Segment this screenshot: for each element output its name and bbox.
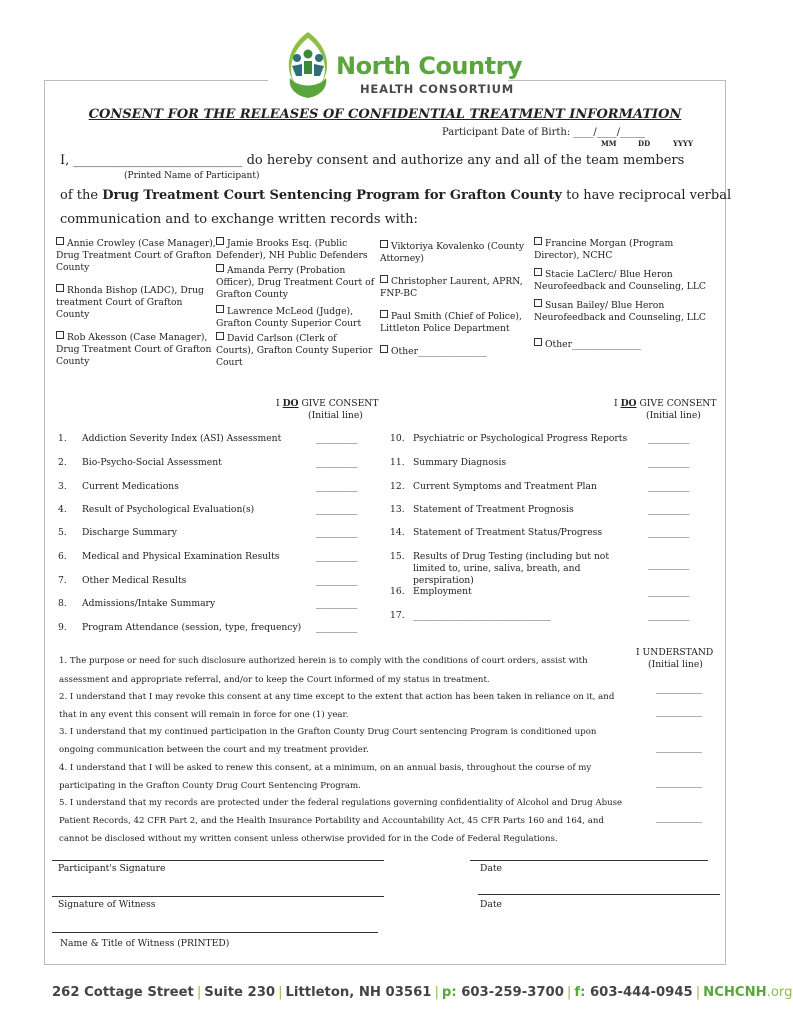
team-member[interactable]: Viktoriya Kovalenko (County Attorney) [380, 241, 525, 264]
record-initial-field[interactable]: _________ [316, 504, 358, 515]
witness-signature-line[interactable] [52, 896, 384, 897]
record-initial-field[interactable]: _________ [316, 575, 358, 586]
team-member-other[interactable]: Other_______________ [380, 345, 528, 358]
date-line-2[interactable] [478, 894, 720, 895]
record-initial-field[interactable]: _________ [316, 622, 358, 633]
date-label-1: Date [480, 863, 502, 874]
team-col-2 [216, 237, 376, 369]
team-member-other[interactable]: Other_______________ [534, 338, 714, 351]
team-member[interactable]: Jamie Brooks Esq. (Public Defender), NH Public Defenders [216, 238, 368, 261]
record-initial-field[interactable]: _________ [316, 433, 358, 444]
statement-line: 4. I understand that I will be asked to renew this consent, at a minimum, on an annual basis, throughout the course of my [59, 763, 592, 773]
record-number: 3. [58, 481, 67, 492]
record-initial-field[interactable]: _________ [648, 457, 690, 468]
dob-mm: MM [601, 139, 617, 148]
statement-line: ongoing communication between the court and my treatment provider. [59, 745, 369, 755]
record-number: 4. [58, 504, 67, 515]
record-number: 6. [58, 551, 67, 562]
participant-name-field[interactable]: __________________________ [73, 153, 243, 168]
record-item: Result of Psychological Evaluation(s) [82, 504, 255, 515]
team-col-1 [56, 237, 216, 368]
checkbox-icon[interactable] [216, 332, 224, 340]
consent-line-1 [60, 153, 684, 168]
footer-phone: 603-259-3700 [461, 985, 564, 1000]
team-col-3 [380, 240, 528, 358]
dob-label: Participant Date of Birth: [442, 127, 571, 138]
record-item: Discharge Summary [82, 527, 177, 538]
record-number: 7. [58, 575, 67, 586]
date-label-2: Date [480, 899, 502, 910]
footer-fax: 603-444-0945 [589, 985, 693, 1000]
record-number: 10. [390, 433, 405, 444]
give-consent-header-right: I DO GIVE CONSENT [614, 398, 717, 409]
checkbox-icon[interactable] [534, 299, 542, 307]
dob-dd: DD [638, 139, 651, 148]
record-initial-field[interactable]: _________ [648, 504, 690, 515]
witness-signature-label: Signature of Witness [58, 899, 156, 910]
record-number: 2. [58, 457, 67, 468]
participant-signature-line[interactable] [52, 860, 384, 861]
statement-line: that in any event this consent will remain in force for one (1) year. [59, 710, 349, 720]
record-item: Addiction Severity Index (ASI) Assessment [82, 433, 282, 444]
record-number: 17. [390, 610, 405, 621]
record-initial-field[interactable]: _________ [648, 586, 690, 597]
checkbox-icon[interactable] [534, 237, 542, 245]
understand-header: I UNDERSTAND [636, 647, 714, 658]
record-item: Employment [413, 586, 472, 597]
understand-initial-1[interactable]: __________ [656, 683, 702, 694]
footer-website: NCHCNH [703, 985, 767, 1000]
record-number: 13. [390, 504, 405, 515]
understand-initial-label: (Initial line) [648, 659, 703, 670]
checkbox-icon[interactable] [216, 237, 224, 245]
record-number: 12. [390, 481, 405, 492]
printed-name-label: (Printed Name of Participant) [124, 171, 260, 181]
record-item: Results of Drug Testing (including but not limited to, urine, saliva, breath, and perspiration) [413, 551, 610, 586]
record-number: 15. [390, 551, 405, 562]
statement-line: 1. The purpose or need for such disclosure authorized herein is to comply with the conditions of court orders, assist with [59, 656, 588, 666]
record-initial-field[interactable]: _________ [316, 481, 358, 492]
logo-subtitle: HEALTH CONSORTIUM [360, 82, 515, 96]
record-item: Other Medical Results [82, 575, 187, 586]
record-item: Program Attendance (session, type, frequency) [82, 622, 302, 633]
date-line-1[interactable] [470, 860, 708, 861]
team-member[interactable]: Stacie LaClerc/ Blue Heron Neurofeedback and Counseling, LLC [534, 269, 706, 292]
dob-field[interactable]: ____/____/_____ [573, 127, 646, 138]
team-member[interactable]: Paul Smith (Chief of Police), Littleton Police Department [380, 311, 522, 334]
record-number: 5. [58, 527, 67, 538]
statement-line: assessment and appropriate referral, and/or to keep the Court informed of my status in treatment. [59, 675, 490, 685]
checkbox-icon[interactable] [56, 237, 64, 245]
record-initial-field[interactable]: _________ [316, 598, 358, 609]
team-member[interactable]: Francine Morgan (Program Director), NCHC [534, 238, 674, 261]
record-item: Current Symptoms and Treatment Plan [413, 481, 597, 492]
record-item: ______________________________ [413, 610, 551, 621]
team-member[interactable]: Amanda Perry (Probation Officer), Drug Treatment Court of Grafton County [216, 265, 375, 300]
dob-row [442, 127, 645, 138]
understand-initial-3[interactable]: __________ [656, 742, 702, 753]
checkbox-icon[interactable] [534, 338, 542, 346]
record-initial-field[interactable]: _________ [648, 433, 690, 444]
record-initial-field[interactable]: _________ [316, 527, 358, 538]
statement-line: cannot be disclosed without my written consent unless otherwise provided for in the Code of Federal Regulations. [59, 834, 558, 844]
footer-city: Littleton, NH 03561 [285, 985, 432, 1000]
checkbox-icon[interactable] [380, 275, 388, 283]
record-item: Statement of Treatment Prognosis [413, 504, 574, 515]
checkbox-icon[interactable] [380, 310, 388, 318]
form-title: CONSENT FOR THE RELEASES OF CONFIDENTIAL TREATMENT INFORMATION [88, 107, 682, 122]
dob-yyyy: YYYY [673, 139, 693, 148]
footer-address: 262 Cottage Street [52, 985, 194, 1000]
consent-text: do hereby consent and authorize any and all of the team members [246, 153, 685, 168]
team-member[interactable]: Susan Bailey/ Blue Heron Neurofeedback and Counseling, LLC [534, 300, 706, 323]
understand-initial-2[interactable]: __________ [656, 706, 702, 717]
footer-suite: Suite 230 [204, 985, 276, 1000]
consent-i: I, [60, 153, 70, 168]
team-member[interactable]: Rob Akesson (Case Manager), Drug Treatment Court of Grafton County [56, 332, 212, 367]
statement-line: 3. I understand that my continued participation in the Grafton County Drug Court sentencing Program is conditioned upon [59, 727, 597, 737]
witness-name-line[interactable] [52, 932, 378, 933]
record-item: Medical and Physical Examination Results [82, 551, 280, 562]
statement-line: Patient Records, 42 CFR Part 2, and the Health Insurance Portability and Accountability Act, 45 CFR Parts 160 and 164, and [59, 816, 604, 826]
statement-line: 2. I understand that I may revoke this consent at any time except to the extent that action has been taken in reliance on it, and [59, 692, 615, 702]
record-number: 1. [58, 433, 67, 444]
understand-initial-5[interactable]: __________ [656, 812, 702, 823]
record-item: Psychiatric or Psychological Progress Reports [413, 433, 628, 444]
checkbox-icon[interactable] [380, 240, 388, 248]
checkbox-icon[interactable] [216, 305, 224, 313]
record-number: 11. [390, 457, 405, 468]
record-number: 8. [58, 598, 67, 609]
logo-name: North Country [336, 52, 523, 80]
statement-line: 5. I understand that my records are protected under the federal regulations governing confidentiality of Alcohol and Drug Abuse [59, 798, 623, 808]
team-member[interactable]: Annie Crowley (Case Manager), Drug Treatment Court of Grafton County [56, 238, 216, 273]
team-member[interactable]: David Carlson (Clerk of Courts), Grafton County Superior Court [216, 333, 373, 368]
record-item: Statement of Treatment Status/Progress [413, 527, 603, 538]
record-initial-field[interactable]: _________ [648, 527, 690, 538]
team-member[interactable]: Christopher Laurent, APRN, FNP-BC [380, 276, 523, 299]
record-initial-field[interactable]: _________ [316, 457, 358, 468]
footer-contact: 262 Cottage Street | Suite 230 | Littleton, NH 03561 | p: 603-259-3700 | f: 603-444-0945 | NCHCNH.org [52, 985, 793, 1000]
record-item: Summary Diagnosis [413, 457, 507, 468]
record-number: 16. [390, 586, 405, 597]
record-item: Admissions/Intake Summary [82, 598, 216, 609]
understand-initial-4[interactable]: __________ [656, 777, 702, 788]
checkbox-icon[interactable] [56, 331, 64, 339]
record-number: 14. [390, 527, 405, 538]
consent-line-2: of the Drug Treatment Court Sentencing Program for Grafton County to have reciprocal verbal [60, 188, 732, 203]
checkbox-icon[interactable] [216, 264, 224, 272]
record-number: 9. [58, 622, 67, 633]
record-initial-field[interactable]: _________ [316, 551, 358, 562]
checkbox-icon[interactable] [380, 345, 388, 353]
record-initial-field[interactable]: _________ [648, 559, 690, 570]
team-member[interactable]: Lawrence McLeod (Judge), Grafton County Superior Court [216, 306, 362, 329]
team-member[interactable]: Rhonda Bishop (LADC), Drug treatment Court of Grafton County [56, 285, 204, 320]
initial-line-label-left: (Initial line) [308, 410, 363, 421]
team-col-4 [534, 237, 714, 351]
checkbox-icon[interactable] [534, 268, 542, 276]
record-item: Bio-Psycho-Social Assessment [82, 457, 222, 468]
record-initial-field[interactable]: _________ [648, 481, 690, 492]
give-consent-header-left: I DO GIVE CONSENT [276, 398, 379, 409]
consent-line-3: communication and to exchange written records with: [60, 212, 418, 227]
record-item: Current Medications [82, 481, 179, 492]
initial-line-label-right: (Initial line) [646, 410, 701, 421]
statement-line: participating in the Grafton County Drug Court Sentencing Program. [59, 781, 361, 791]
record-initial-field[interactable]: _________ [648, 610, 690, 621]
witness-name-label: Name & Title of Witness (PRINTED) [60, 938, 230, 949]
checkbox-icon[interactable] [56, 284, 64, 292]
program-name: Drug Treatment Court Sentencing Program for Grafton County [102, 188, 562, 203]
participant-signature-label: Participant's Signature [58, 863, 166, 874]
